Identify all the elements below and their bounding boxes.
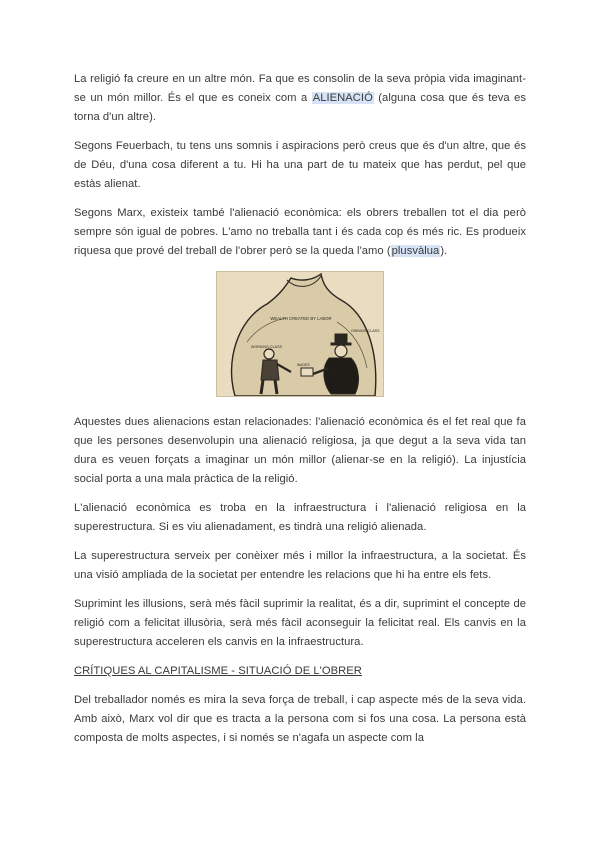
highlight-alienacio: ALIENACIÓ [312, 92, 373, 104]
marxist-cartoon-image [216, 271, 384, 397]
paragraph-1-text-end: (alguna cosa que és teva es torna d'un altre). [74, 92, 526, 123]
cartoon-drawing [217, 272, 383, 396]
paragraph-3-text: Segons Marx, existeix també l'alienació econòmica: els obrers treballen tot el dia però sempre són igual de pobres. L'amo no treballa tant i és cada cop és més ric. Es produeix riquesa que prové del treball de l'obrer però se la queda l'amo ( [74, 207, 526, 257]
section-heading: CRÍTIQUES AL CAPITALISME - SITUACIÓ DE L'OBRER [74, 665, 362, 677]
label-working-class: WORKING CLASS [251, 345, 283, 349]
document-body [74, 70, 526, 758]
label-wealth: WEALTH CREATED BY LABOR [270, 316, 332, 321]
paragraph-3-text-end: ). [440, 245, 448, 257]
highlight-plusvalua: plusvàlua [391, 245, 440, 257]
paragraph-8: Del treballador només es mira la seva força de treball, i cap aspecte més de la seva vida. Amb això, Marx vol dir que es tracta a la persona com si fos una cosa. La persona està composta de molts aspectes, i si només se n'agafa un aspecte com la [74, 694, 526, 744]
paragraph-7: Suprimint les illusions, serà més fàcil suprimir la realitat, és a dir, suprimint el concepte de religió com a felicitat illusòria, serà més fàcil aconseguir la felicitat real. Els canvis en la superestructura acceleren els canvis en la infraestructura. [74, 598, 526, 648]
label-owning-class: OWNING CLASS [351, 329, 380, 333]
paragraph-1 [74, 70, 526, 127]
paragraph-4: Aquestes dues alienacions estan relacionades: l'alienació econòmica és el fet real que fa que les persones desenvolupin una alienació religiosa, ja que degut a la seva vida tan dura es veuen forçats a imaginar un món millor (alienar-se en la religió). La injustícia social porta a una mala pràctica de la religió. [74, 416, 526, 485]
paragraph-2: Segons Feuerbach, tu tens uns somnis i aspiracions però creus que és d'un altre, que és de Déu, d'una cosa diferent a tu. Hi ha una part de tu mateix que has perdut, pel que estàs alienat. [74, 140, 526, 190]
label-wages: WAGES [297, 363, 310, 367]
paragraph-3 [74, 204, 526, 261]
paragraph-6: La superestructura serveix per conèixer més i millor la infraestructura, a la societat. És una visió ampliada de la societat per entendre les relacions que hi ha entre els fets. [74, 550, 526, 581]
paragraph-5: L'alienació econòmica es troba en la infraestructura i l'alienació religiosa en la superestructura. Si es viu alienadament, es tindrà una religió alienada. [74, 502, 526, 533]
paragraph-1-text: La religió fa creure en un altre món. Fa que es consolin de la seva pròpia vida imaginant-se un món millor. És el que es coneix com a [74, 73, 526, 104]
